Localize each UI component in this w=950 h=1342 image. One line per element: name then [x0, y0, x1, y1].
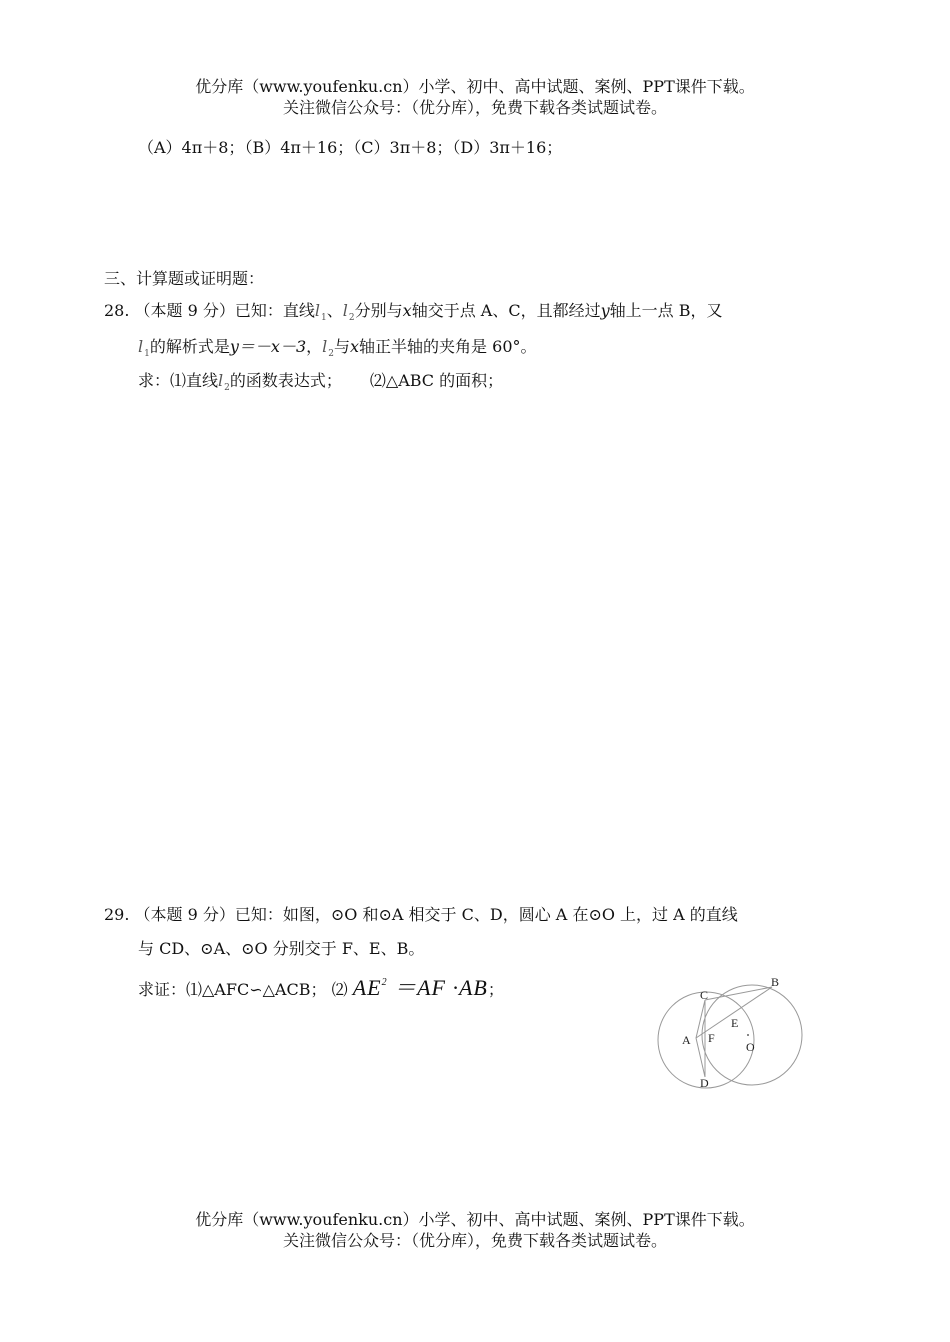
footer-line-1: 优分库（www.youfenku.cn）小学、初中、高中试题、案例、PPT课件下载。	[195, 1210, 755, 1229]
choices-row	[138, 137, 562, 159]
q28-text1d: 轴上一点 B，又	[609, 301, 723, 320]
q28-ask-l2-sub: 2	[224, 383, 230, 393]
header-line-1: 优分库（www.youfenku.cn）小学、初中、高中试题、案例、PPT课件下载。	[195, 77, 755, 96]
q29-line-2: 与 CD、⊙A、⊙O 分别交于 F、E、B。	[138, 939, 425, 958]
q28-l2-sub: 2	[348, 313, 355, 323]
segment-ad	[696, 1038, 705, 1077]
label-e: E	[731, 1016, 739, 1030]
q28-l1-sub: 1	[321, 313, 327, 323]
q28-x2: x	[350, 337, 360, 356]
choice-c: （C）3π＋8；	[353, 138, 453, 157]
label-b: B	[771, 975, 780, 989]
q29-number: 29.	[104, 905, 130, 924]
q28-l2: l	[342, 301, 348, 320]
label-a: A	[682, 1033, 691, 1047]
q28-comma: ，	[306, 337, 323, 356]
q28-text2a: 的解析式是	[149, 337, 230, 356]
choice-b: （B）4π＋16；	[244, 138, 354, 157]
q29-prove-1: 求证：⑴△AFC∽△ACB；	[138, 980, 327, 999]
q28-ask-prefix: 求：⑴直线	[138, 371, 219, 390]
q28-ask-l2: l	[218, 371, 224, 390]
q28-ask	[138, 370, 503, 399]
q29-formula	[353, 975, 488, 1000]
section-title: 三、计算题或证明题：	[104, 269, 265, 288]
circle-a	[658, 992, 754, 1088]
q28-x: x	[402, 301, 412, 320]
q28-line-2	[138, 336, 537, 365]
center-o-dot	[747, 1034, 749, 1036]
q28-number: 28.	[104, 301, 130, 320]
q29-text-1: （本题 9 分）已知：如图，⊙O 和⊙A 相交于 C、D，圆心 A 在⊙O 上，过 A 的直线	[134, 905, 738, 924]
header-line-2: 关注微信公众号：（优分库），免费下载各类试题试卷。	[282, 98, 667, 117]
label-o: O	[746, 1040, 755, 1054]
q28-text2b: 与	[334, 337, 351, 356]
q28-l1b: l	[138, 337, 144, 356]
q28-text2c: 轴正半轴的夹角是 60°。	[359, 337, 537, 356]
q28-line-1	[104, 300, 722, 329]
label-c: C	[700, 988, 709, 1002]
q28-equation: y＝－x－3	[229, 337, 307, 356]
q28-l2b-sub: 2	[328, 349, 334, 359]
q29-prove	[138, 972, 504, 1001]
q28-sep: 、	[326, 301, 343, 320]
q29-formula-exp: 2	[381, 977, 388, 988]
q28-y: y	[600, 301, 610, 320]
q29-semicolon: ；	[487, 980, 504, 999]
q28-points: （本题 9 分）已知：直线	[134, 301, 315, 320]
q28-l2b: l	[322, 337, 328, 356]
q28-text1c: 轴交于点 A、C，且都经过	[411, 301, 601, 320]
q28-l1: l	[314, 301, 321, 320]
label-f: F	[708, 1031, 715, 1045]
q28-text1b: 分别与	[354, 301, 403, 320]
q29-formula-rest: ＝AF ·AB	[394, 975, 488, 1000]
q29-formula-ae: AE	[352, 975, 382, 1000]
choice-d: （D）3π＋16；	[452, 138, 563, 157]
footer-line-2: 关注微信公众号：（优分库），免费下载各类试题试卷。	[282, 1231, 667, 1250]
q28-ask-suffix: 的函数表达式；	[229, 371, 342, 390]
circles-figure	[640, 965, 820, 1100]
q28-ask-2: ⑵△ABC 的面积；	[369, 371, 504, 390]
label-d: D	[700, 1076, 709, 1090]
choice-a: （A）4π＋8；	[138, 138, 245, 157]
q29-prove-2-label: ⑵	[331, 980, 348, 999]
q28-l1b-sub: 1	[144, 349, 150, 359]
q29-line-1	[104, 904, 738, 926]
